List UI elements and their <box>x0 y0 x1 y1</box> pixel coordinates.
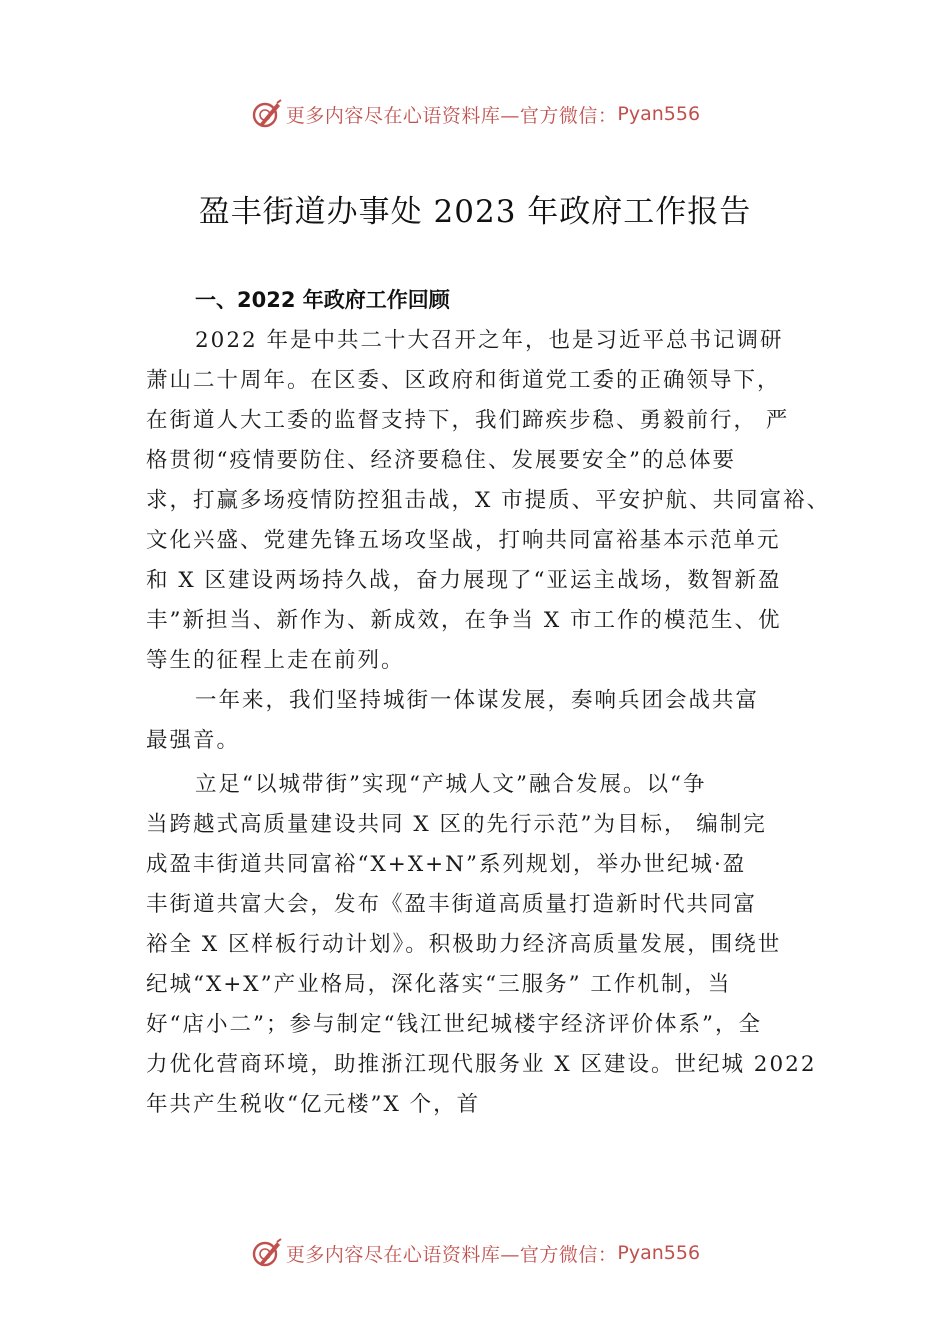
body-line: 丰”新担当、新作为、新成效，在争当 X 市工作的模范生、优 <box>146 608 782 633</box>
body-line: 2022 年是中共二十大召开之年，也是习近平总书记调研 <box>195 328 784 353</box>
body-line: 立足“以城带街”实现“产城人文”融合发展。以“争 <box>195 772 707 797</box>
body-line: 格贯彻“疫情要防住、经济要稳住、发展要安全”的总体要 <box>146 448 736 473</box>
body-line: 文化兴盛、党建先锋五场攻坚战，打响共同富裕基本示范单元 <box>146 528 781 553</box>
watermark-text: 更多内容尽在心语资料库—官方微信： <box>285 104 618 127</box>
body-line: 和 X 区建设两场持久战，奋力展现了“亚运主战场，数智新盈 <box>146 568 782 593</box>
document-title: 盈丰街道办事处 2023 年政府工作报告 <box>198 194 752 230</box>
body-line: 在街道人大工委的监督支持下，我们蹄疾步稳、勇毅前行， 严 <box>146 408 790 433</box>
body-line: 好“店小二”；参与制定“钱江世纪城楼宇经济评价体系”，全 <box>146 1012 762 1037</box>
watermark-banner-bottom <box>0 1233 950 1273</box>
watermark-wechat-id: Pyan556 <box>617 103 701 125</box>
pen-logo-icon <box>250 1237 282 1269</box>
body-line: 裕全 X 区样板行动计划》。积极助力经济高质量发展，围绕世 <box>146 932 782 957</box>
pen-logo-icon <box>250 98 282 130</box>
body-line: 当跨越式高质量建设共同 X 区的先行示范”为目标， 编制完 <box>146 812 767 837</box>
body-line: 萧山二十周年。在区委、区政府和街道党工委的正确领导下， <box>146 368 781 393</box>
body-line: 年共产生税收“亿元楼”X 个，首 <box>146 1092 481 1117</box>
body-line: 纪城“X+X”产业格局，深化落实“三服务” 工作机制，当 <box>146 972 732 997</box>
watermark-wechat-id: Pyan556 <box>617 1242 701 1264</box>
watermark-text: 更多内容尽在心语资料库—官方微信： <box>285 1243 618 1266</box>
document-body <box>146 321 836 1125</box>
section-heading: 一、2022 年政府工作回顾 <box>195 288 450 312</box>
body-line: 力优化营商环境，助推浙江现代服务业 X 区建设。世纪城 2022 <box>146 1052 817 1077</box>
watermark-banner-top <box>0 94 950 134</box>
body-line: 成盈丰街道共同富裕“X+X+N”系列规划，举办世纪城·盈 <box>146 852 747 877</box>
body-line: 一年来，我们坚持城街一体谋发展，奏响兵团会战共富 <box>195 688 760 713</box>
body-line: 丰街道共富大会，发布《盈丰街道高质量打造新时代共同富 <box>146 892 758 917</box>
body-line: 求，打赢多场疫情防控狙击战，X 市提质、平安护航、共同富裕、 <box>146 488 831 513</box>
body-line: 等生的征程上走在前列。 <box>146 648 405 673</box>
body-line: 最强音。 <box>146 728 241 753</box>
